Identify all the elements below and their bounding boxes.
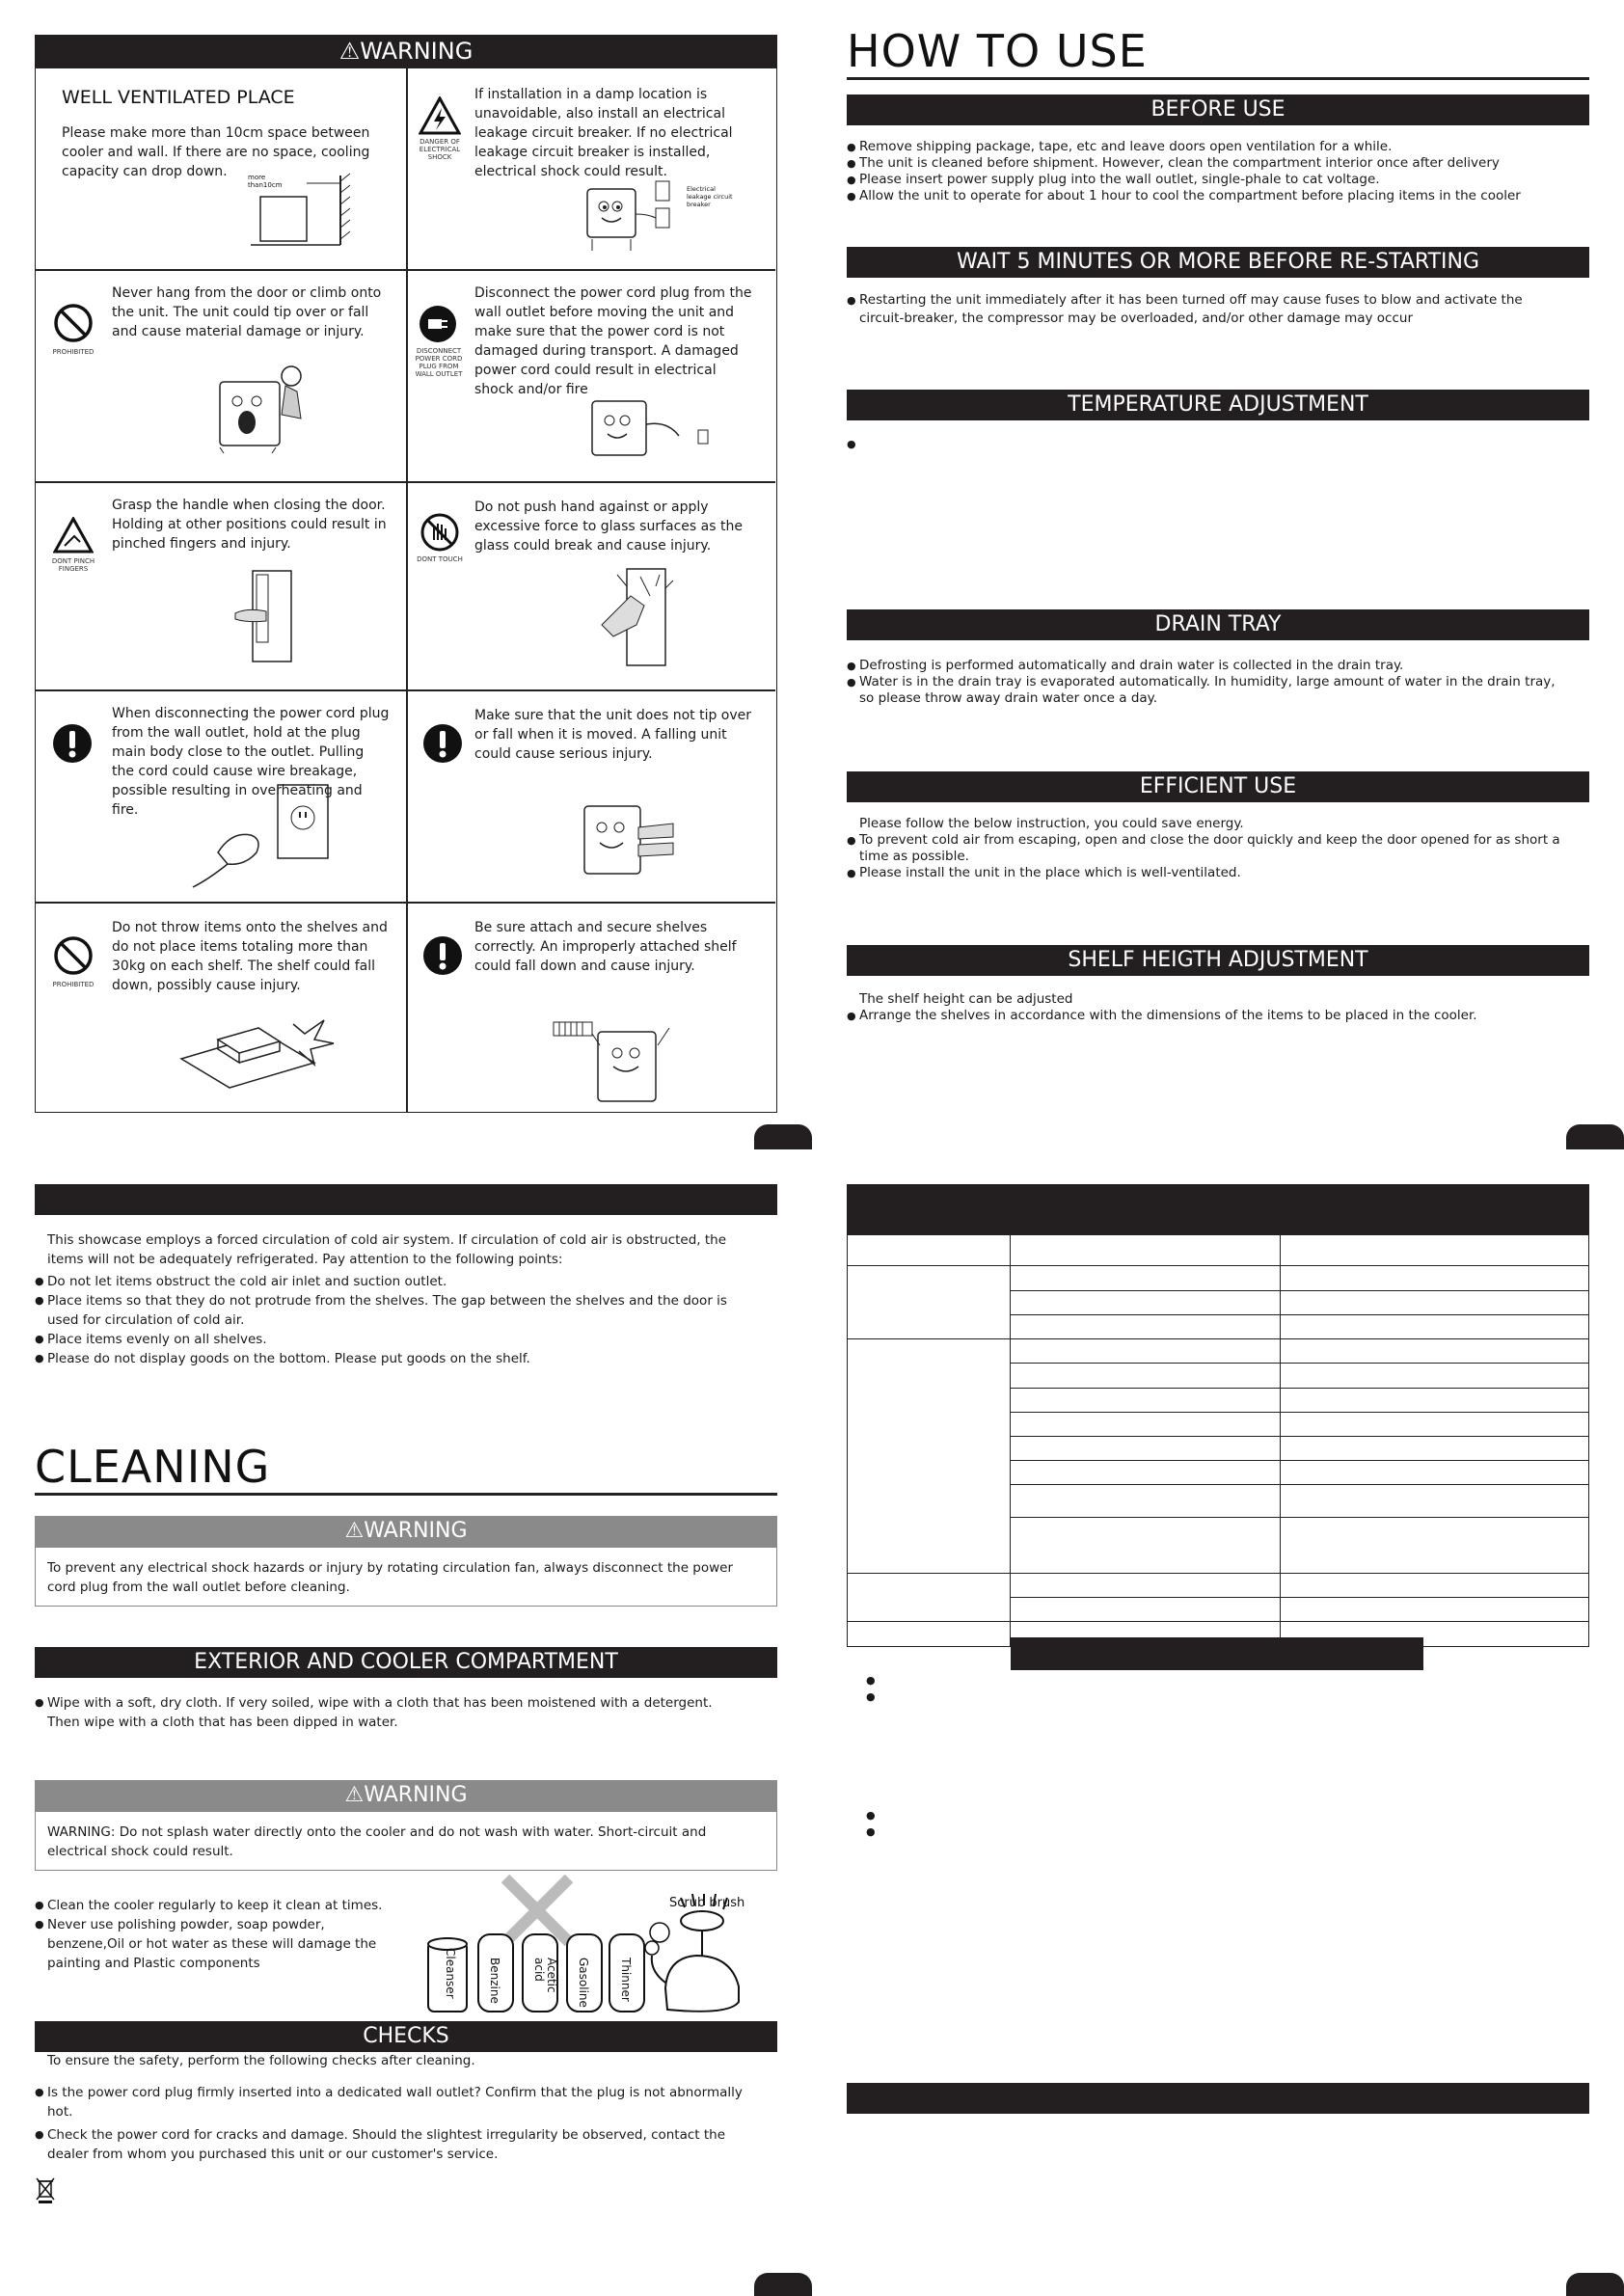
bottle-label: Benzine [488, 1958, 501, 2004]
list-item: ● Place items so that they do not protrude from the shelves. The gap between the shelves and the door is used for circulation of cold air. [35, 1291, 748, 1330]
specification-table [847, 1234, 1589, 1647]
shelf-height-header: SHELF HEIGTH ADJUSTMENT [847, 945, 1589, 976]
specification-header [847, 1184, 1589, 1234]
list-item: ● Restarting the unit immediately after it has been turned off may cause fuses to blow and activate the circuit-breaker, the compressor may be overloaded, and/or other damage may occur [847, 291, 1541, 328]
list-item: ● Allow the unit to operate for about 1 hour to cool the compartment before placing items in the cooler [847, 188, 1589, 204]
efficient-use-list [847, 832, 1560, 881]
exterior-list [35, 1693, 748, 1732]
icon-label: DONT TOUCH [417, 555, 463, 563]
list-item: ● Is the power cord plug firmly inserted into a dedicated wall outlet? Confirm that the plug is not abnormally hot. [35, 2083, 748, 2121]
circulation-header [35, 1184, 777, 1215]
list-item: ● Arrange the shelves in accordance with the dimensions of the items to be placed in the cooler. [847, 1008, 1580, 1024]
table-row [848, 1235, 1589, 1266]
cell-text: Do not throw items onto the shelves and do not place items totaling more than 30kg on each shelf. The shelf could fall down, possibly cause injury. [112, 920, 388, 993]
prohibited-icon [53, 935, 94, 976]
wait-list [847, 291, 1541, 328]
cell-text: Be sure attach and secure shelves correctly. An improperly attached shelf could fall down and cause injury. [474, 920, 737, 974]
cell-text: Please make more than 10cm space between cooler and wall. If there are no space, cooling capacity can drop down. [62, 125, 370, 179]
page-tab [754, 2273, 812, 2296]
checks-intro: To ensure the safety, perform the following checks after cleaning. [47, 2053, 475, 2068]
list-item [866, 1823, 905, 1840]
list-item: ● Check the power cord for cracks and damage. Should the slightest irregularity be observed, contact the dealer from whom you purchased this unit or our customer's service. [35, 2125, 748, 2164]
table-row [848, 1266, 1589, 1291]
temperature-header: TEMPERATURE ADJUSTMENT [847, 390, 1589, 420]
icon-label: DISCONNECT POWER CORD PLUG FROM WALL OUTLET [415, 347, 463, 378]
exterior-header: EXTERIOR AND COOLER COMPARTMENT [35, 1647, 777, 1678]
list-item: ● Remove shipping package, tape, etc and leave doors open ventilation for a while. [847, 139, 1589, 155]
cell-text: Disconnect the power cord plug from the wall outlet before moving the unit and make sure that the power cord is not damaged during transport. A damaged power cord could result in electrical shock and/or fire [474, 285, 752, 397]
bottle-label: Cleanser [444, 1948, 457, 1999]
list-item: ● Please install the unit in the place which is well-ventilated. [847, 865, 1560, 881]
weee-bin-icon [35, 2175, 56, 2204]
notes-list-a [866, 1672, 905, 1705]
before-use-list [847, 139, 1589, 204]
cleaning-warning-text: To prevent any electrical shock hazards or injury by rotating circulation fan, always disconnect the power cord plug from the wall outlet before cleaning. [47, 1560, 734, 1595]
door-handle-figure [228, 569, 305, 665]
list-item [866, 1672, 905, 1688]
bottle-label: Acetic acid [532, 1958, 558, 1993]
footer-header [847, 2083, 1589, 2114]
list-item: ● Clean the cooler regularly to keep it clean at times. [35, 1896, 401, 1915]
page-tab [754, 1124, 812, 1149]
list-item: ● Never use polishing powder, soap powder, benzene,Oil or hot water as these will damage the painting and Plastic components [35, 1915, 401, 1973]
shelf-height-list [847, 1008, 1580, 1024]
list-item: ● Please do not display goods on the bottom. Please put goods on the shelf. [35, 1349, 748, 1368]
cleaning-list [35, 1896, 401, 1973]
mandatory-icon [52, 723, 93, 764]
icon-label: DANGER OF ELECTRICAL SHOCK [419, 138, 461, 161]
glass-push-figure [598, 567, 685, 667]
checks-list [35, 2083, 748, 2164]
efficient-use-header: EFFICIENT USE [847, 771, 1589, 802]
title-rule [847, 77, 1589, 80]
figure-label: more than10cm [248, 174, 283, 189]
falling-shelf-figure [179, 1014, 338, 1092]
prohibited-icon [53, 303, 94, 343]
cell-text: Make sure that the unit does not tip over or fall when it is moved. A falling unit could cause serious injury. [474, 708, 752, 762]
cleaning-warning-header: ⚠WARNING [35, 1516, 777, 1547]
warning-triangle-icon: ⚠ [344, 1519, 365, 1543]
cell-text: Never hang from the door or climb onto the unit. The unit could tip over or fall and cause material damage or injury. [112, 285, 382, 339]
before-use-header: BEFORE USE [847, 95, 1589, 125]
cell-text: Do not push hand against or apply excessive force to glass surfaces as the glass could break and cause injury. [474, 500, 743, 554]
mandatory-icon [422, 935, 463, 976]
icon-label: DONT PINCH FINGERS [51, 557, 95, 573]
bottle-label: Thinner [619, 1958, 633, 2002]
temperature-list [847, 436, 1580, 452]
scrub-brush-label: Scrub brush [669, 1896, 745, 1910]
circulation-intro: This showcase employs a forced circulation of cold air system. If circulation of cold air is obstructed, the items will not be adequately refrigerated. Pay attention to the following points: [47, 1232, 727, 1267]
circulation-list [35, 1272, 748, 1368]
cooler-hands-figure [581, 798, 677, 879]
list-item: ● Wipe with a soft, dry cloth. If very soiled, wipe with a cloth that has been moistened with a detergent. Then wipe with a cloth that has been dipped in water. [35, 1693, 748, 1732]
shelf-height-intro: The shelf height can be adjusted [859, 991, 1073, 1007]
list-item [866, 1688, 905, 1705]
list-item: ● Water is in the drain tray is evaporated automatically. In humidity, large amount of water in the drain tray, so please throw away drain water once a day. [847, 674, 1560, 707]
list-item: ● Place items evenly on all shelves. [35, 1330, 748, 1349]
list-item: ● Please insert power supply plug into the wall outlet, single-phale to cat voltage. [847, 172, 1589, 188]
warning-triangle-icon: ⚠ [344, 1783, 365, 1807]
warning-triangle-icon: ⚠ [338, 38, 361, 65]
cell-text: Grasp the handle when closing the door. Holding at other positions could result in pinched fingers and injury. [112, 498, 387, 552]
table-row [848, 1574, 1589, 1598]
title-rule [35, 1493, 777, 1496]
cooler-outlet-figure [584, 176, 690, 253]
water-warning-header: ⚠WARNING [35, 1780, 777, 1811]
checks-header: CHECKS [35, 2021, 777, 2052]
dont-touch-icon [420, 513, 459, 552]
cooler-unplug-figure [586, 395, 712, 465]
water-warning-text: WARNING: Do not splash water directly onto the cooler and do not wash with water. Short-circuit and electrical shock could result. [47, 1824, 707, 1859]
drain-tray-list [847, 658, 1560, 707]
how-to-use-title: HOW TO USE [847, 25, 1148, 77]
cell-title: WELL VENTILATED PLACE [62, 87, 295, 108]
warning-panel-header: ⚠WARNING [35, 35, 777, 68]
list-item: ● To prevent cold air from escaping, open and close the door quickly and keep the door opened for as short a time as possible. [847, 832, 1560, 865]
climbing-child-figure [210, 363, 326, 455]
bottle-label: Gasoline [577, 1958, 590, 2008]
cleaning-title: CLEANING [35, 1441, 271, 1493]
notes-list-b [866, 1807, 905, 1840]
electrical-shock-icon [419, 96, 461, 135]
table-row [848, 1339, 1589, 1364]
dont-pinch-fingers-icon [53, 517, 94, 554]
figure-label: Electrical leakage circuit breaker [687, 185, 733, 208]
list-item [866, 1807, 905, 1823]
icon-label: PROHIBITED [52, 981, 95, 988]
mandatory-icon [422, 723, 463, 764]
list-item: ● The unit is cleaned before shipment. However, clean the compartment interior once after delivery [847, 155, 1589, 172]
disconnect-plug-icon [419, 305, 457, 343]
page-tab [1566, 2273, 1624, 2296]
list-item: ● Defrosting is performed automatically and drain water is collected in the drain tray. [847, 658, 1560, 674]
icon-label: PROHIBITED [52, 348, 95, 356]
cell-text: If installation in a damp location is unavoidable, also install an electrical leakage circuit breaker. If no electrical leakage circuit breaker is installed, electrical shock could result. [474, 87, 733, 179]
page-tab [1566, 1124, 1624, 1149]
wait-header: WAIT 5 MINUTES OR MORE BEFORE RE-STARTING [847, 247, 1589, 278]
cell-text: When disconnecting the power cord plug from the wall outlet, hold at the plug main body close to the outlet. Pulling the cord could cause wire breakage, possible resulting in overheating and fire. [112, 706, 390, 818]
notes-header [1011, 1637, 1423, 1670]
efficient-use-intro: Please follow the below instruction, you could save energy. [859, 816, 1244, 831]
drain-tray-header: DRAIN TRAY [847, 609, 1589, 640]
shelf-holding-figure [550, 1016, 685, 1105]
list-item: ● Do not let items obstruct the cold air inlet and suction outlet. [35, 1272, 748, 1291]
plug-pull-figure [189, 779, 334, 891]
list-item [847, 436, 1580, 452]
